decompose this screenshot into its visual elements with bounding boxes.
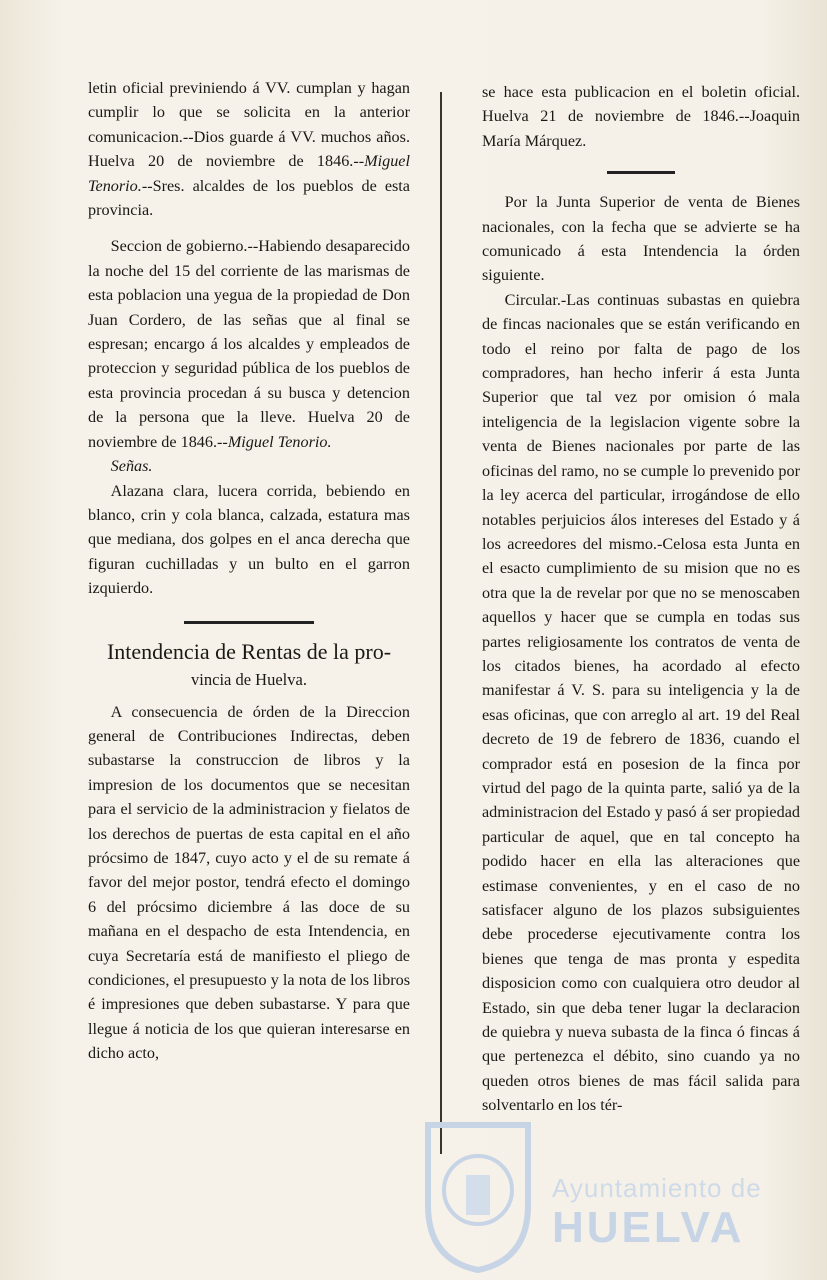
right-paragraph-1: se hace esta publicacion en el boletin oficial. Huelva 21 de noviembre de 1846.--Joaquin María Márquez. bbox=[482, 83, 800, 150]
heading-line-2: vincia de Huelva. bbox=[191, 669, 307, 689]
heading-line-1: Intendencia de Rentas de la pro- bbox=[106, 638, 392, 664]
right-paragraph-2: Por la Junta Superior de venta de Bienes nacionales, con la fecha que se advierte se ha comunicado á esta Intendencia la órden siguiente. bbox=[482, 193, 800, 285]
left-column bbox=[88, 76, 410, 1066]
signature-tenorio-2: Miguel Tenorio. bbox=[227, 432, 332, 451]
left-paragraph-2-text: Seccion de gobierno.--Habiendo desaparecido la noche del 15 del corriente de las marismas de esta poblacion una yegua de la propiedad de Don Juan Cordero, de las señas que al final se espresan; encargo á los alcaldes y empleados de proteccion y seguridad pública de los pueblos de esta provincia procedan á su busca y detencion de la persona que la lleve. Huelva 20 de noviembre de 1846.-- bbox=[88, 237, 410, 451]
left-paragraph-2 bbox=[88, 234, 410, 454]
signature-tenorio-1: Miguel Tenorio. bbox=[88, 152, 410, 195]
left-paragraph-1-end: --Sres. alcaldes de los pueblos de esta provincia. bbox=[88, 176, 410, 220]
column-divider bbox=[440, 92, 442, 1154]
left-paragraph-3: Alazana clara, lucera corrida, bebiendo en blanco, crin y cola blanca, calzada, estatura mas que mediana, dos golpes en el anca derecha que figuran cuchilladas y un bulto en el garron izquierdo. bbox=[88, 481, 410, 598]
watermark-line-2: HUELVA bbox=[552, 1203, 745, 1252]
watermark-line-1: Ayuntamiento de bbox=[552, 1173, 762, 1203]
watermark bbox=[418, 1085, 818, 1275]
section-rule bbox=[184, 621, 314, 624]
left-paragraph-1 bbox=[88, 76, 410, 222]
left-paragraph-1-text: letin oficial previniendo á VV. cumplan y hagan cumplir lo que se solicita en la anterior comunicacion.--Dios guarde á VV. muchos años. Huelva 20 de noviembre de 1846.-- bbox=[88, 79, 410, 171]
senas-title: Señas. bbox=[110, 457, 153, 476]
left-paragraph-4: A consecuencia de órden de la Direccion general de Contribuciones Indirectas, deben subastarse la construccion de libros y la impresion de los documentos que se necesitan para el servicio de la administracion y fielatos de los derechos de puertas de esta capital en el año prócsimo de 1847, cuyo acto y el de su remate á favor del mejor postor, tendrá efecto el domingo 6 del prócsimo diciembre á las doce de su mañana en el despacho de esta Intendencia, en cuya Secretaría está de manifiesto el pliego de condiciones, el presupuesto y la nota de los libros é impresiones que deben subastarse. Y para que llegue á noticia de los que quieran interesarse en dicho acto, bbox=[88, 702, 410, 1063]
section-heading bbox=[88, 638, 410, 694]
right-paragraph-3: Circular.-Las continuas subastas en quiebra de fincas nacionales que se están verificando en todo el reino por falta de pago de los compradores, han hecho inferir á esta Junta Superior que tal vez por omision ó mala inteligencia de la legislacion vigente sobre la venta de Bienes nacionales por parte de las oficinas del ramo, no se cumple lo prevenido por la ley acerca del particular, irrogándose de ello notables perjuicios álos intereses del Estado y á los acreedores del mismo.-Celosa esta Junta en el esacto cumplimiento de su mision que no es otra que la de revelar por que no se menoscaben aquellos y hacer que se cumpla en todas sus partes religiosamente los contratos de venta de los citados bienes, ha acordado al efecto manifestar á V. S. para su inteligencia y la de esas oficinas, que con arreglo al art. 19 del Real decreto de 19 de febrero de 1836, cuando el comprador está en posesion de la finca por virtud del pago de la quinta parte, salió ya de la administracion del Estado y pasó á ser propiedad particular de aquel, que en tal concepto ha podido hacer en ella las alteraciones que estimase convenientes, y en el caso de no satisfacer alguno de los plazos subsiguientes debe procederse ejecutivamente contra los bienes que tenga de mas pronta y espedita disposicion como con cualquiera otro deudor al Estado, sin que deba tener lugar la declaracion de quiebra y nueva subasta de la finca ó fincas á que pertenezca el débito, sino cuando ya no queden otros bienes de mas fácil salida para solventarlo en los tér- bbox=[482, 290, 800, 1115]
right-column bbox=[482, 80, 800, 1118]
city-shield-icon bbox=[418, 1115, 538, 1275]
